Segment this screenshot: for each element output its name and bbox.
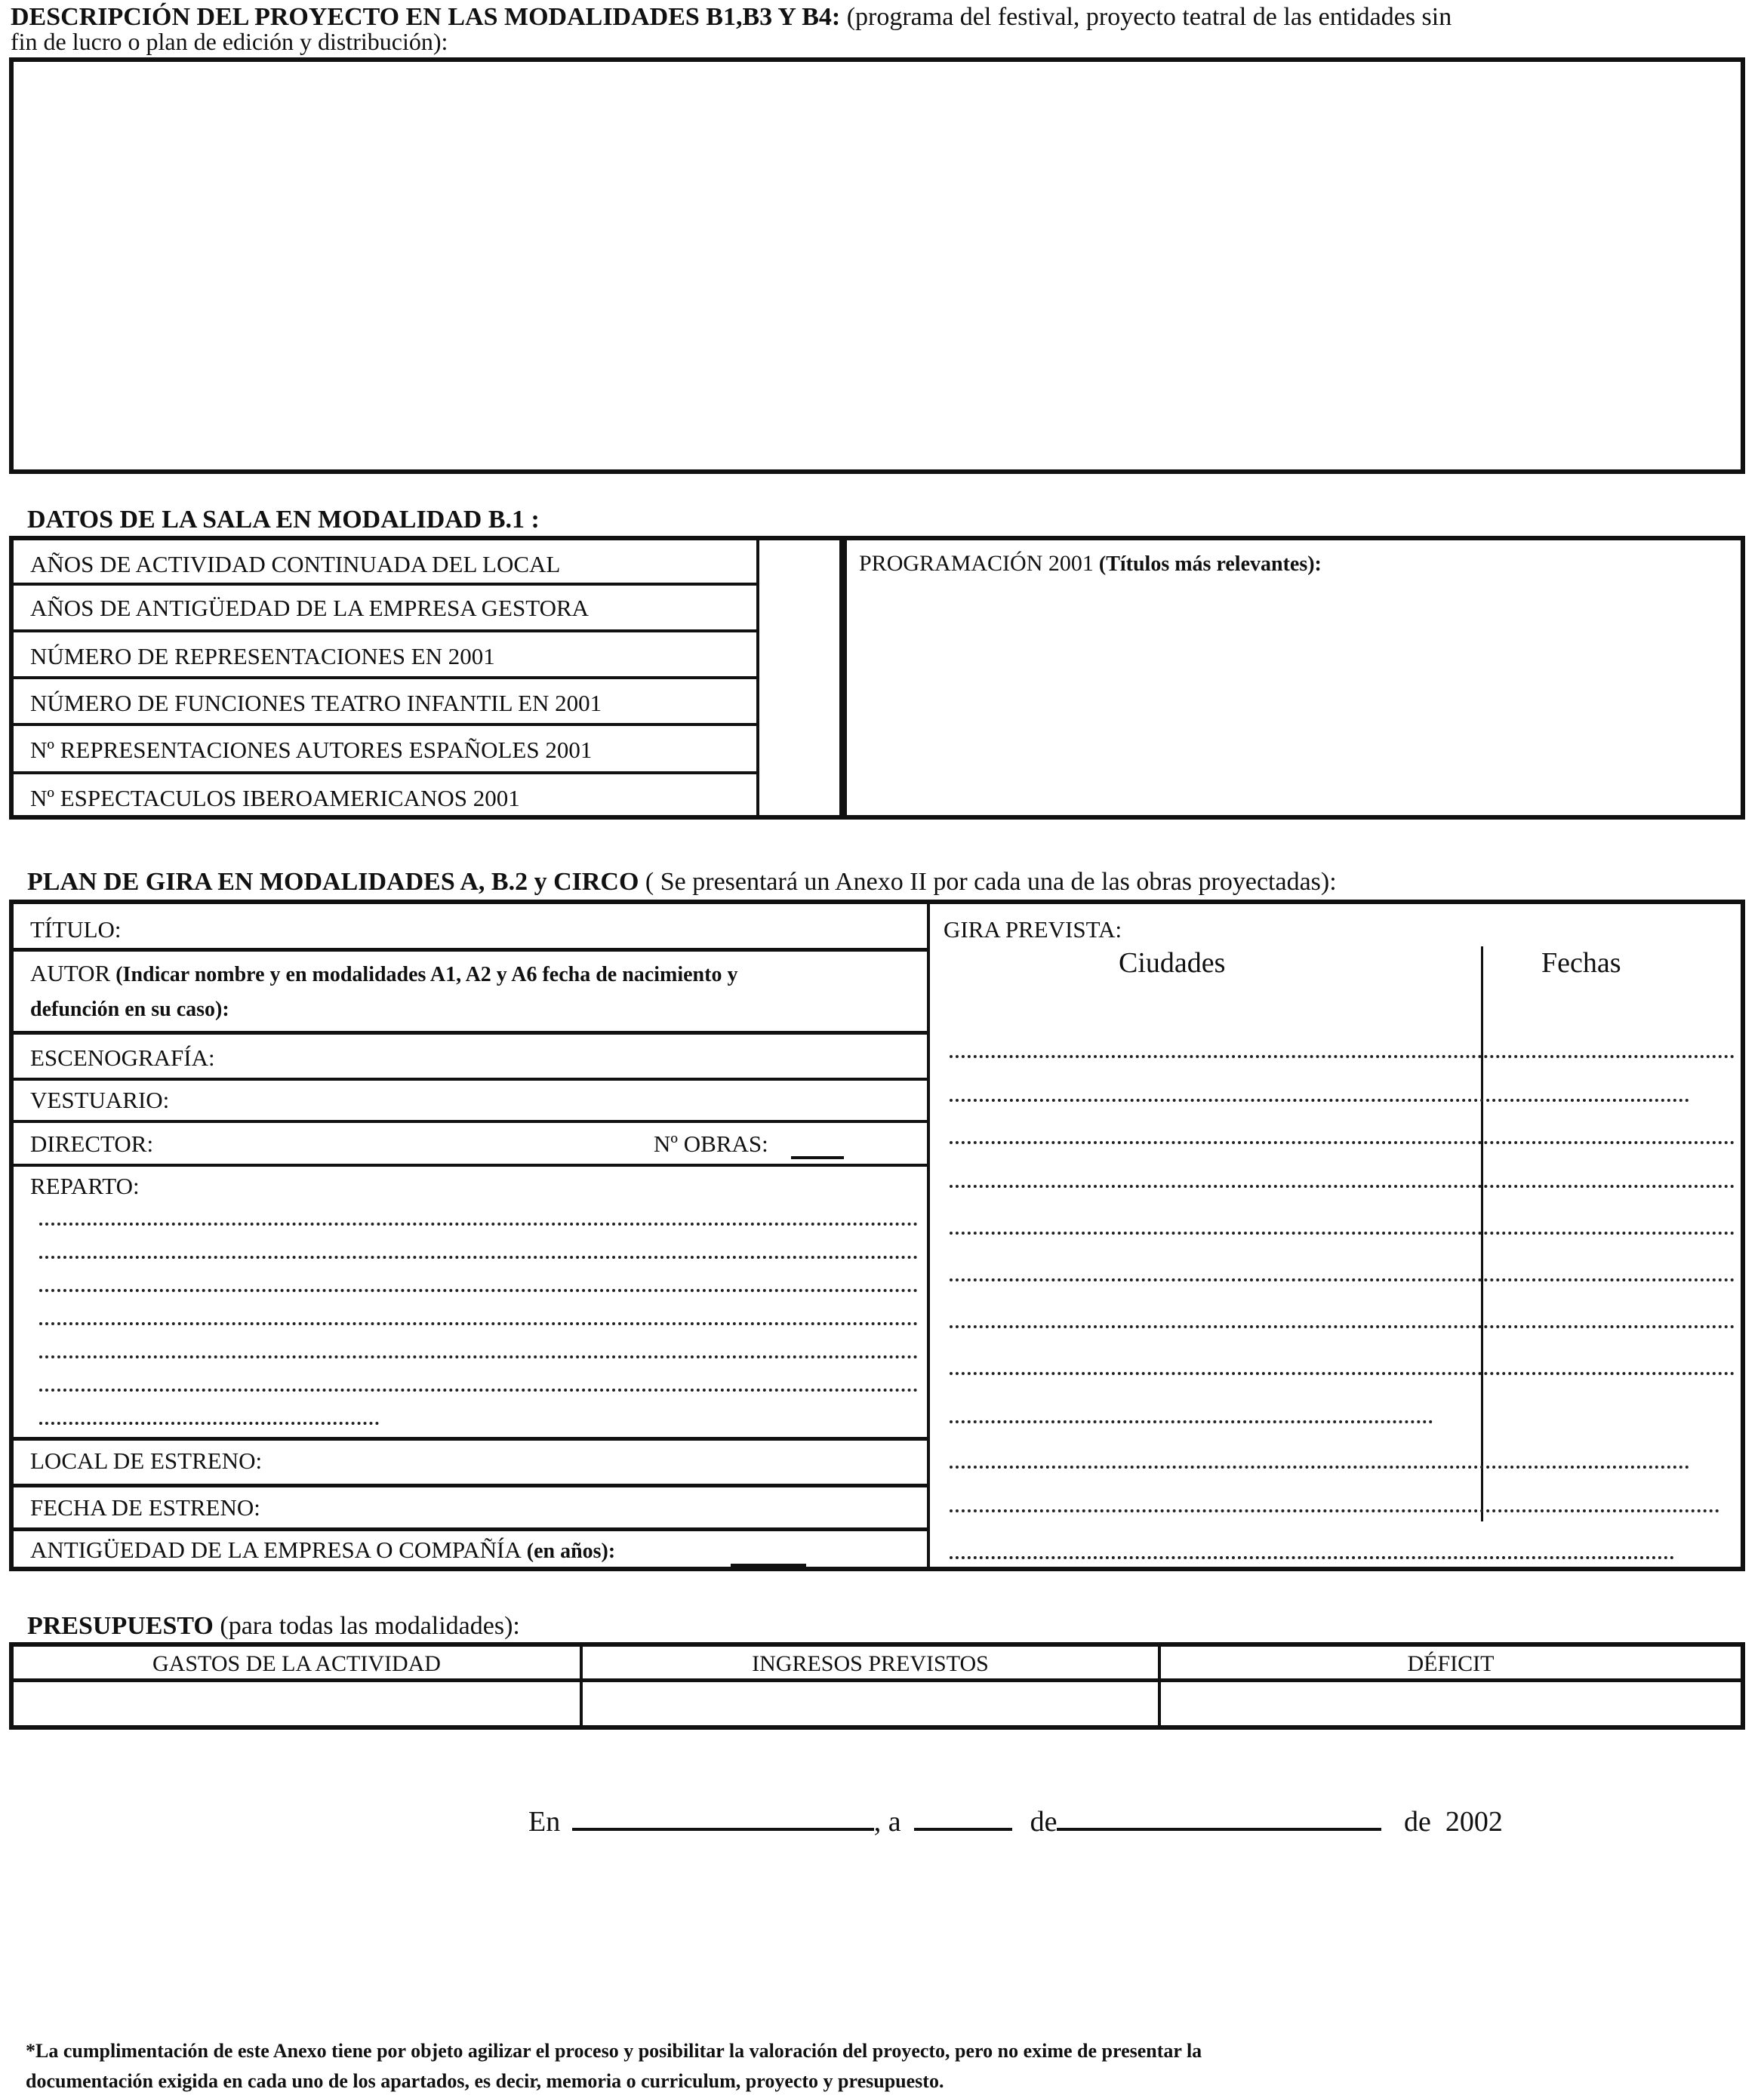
obras-field[interactable]	[791, 1134, 844, 1159]
antiguedad-note: (en años):	[521, 1540, 616, 1563]
gira-line	[950, 1556, 1674, 1559]
antiguedad-field[interactable]	[731, 1541, 806, 1567]
signature-comma-a: , a	[873, 1806, 901, 1838]
gira-line	[950, 1185, 1735, 1188]
presupuesto-title-note: (para todas las modalidades):	[213, 1612, 520, 1640]
reparto-line	[39, 1256, 918, 1259]
programacion-label-text: PROGRAMACIÓN 2001	[859, 551, 1094, 576]
presupuesto-table	[9, 1642, 1745, 1730]
titulo-label: TÍTULO:	[30, 916, 122, 943]
gira-line	[950, 1420, 1433, 1423]
signature-en: En	[528, 1806, 561, 1838]
fecha-estreno-field[interactable]	[293, 1490, 919, 1524]
gira-rows[interactable]	[939, 1055, 1739, 1561]
reparto-line	[39, 1355, 918, 1358]
fecha-estreno-label: FECHA DE ESTRENO:	[30, 1494, 260, 1521]
footnote-line-1: *La cumplimentación de este Anexo tiene por objeto agilizar el proceso y posibilitar la valoración del proyecto, pero no exime de presentar la	[26, 2040, 1202, 2062]
sala-divider	[839, 540, 847, 815]
place-field[interactable]	[572, 1805, 874, 1831]
sala-row-label: Nº REPRESENTACIONES AUTORES ESPAÑOLES 2001	[30, 737, 593, 763]
vestuario-label: VESTUARIO:	[30, 1087, 170, 1113]
gira-line	[950, 1372, 1735, 1375]
fechas-header: Fechas	[1541, 947, 1621, 979]
autor-field[interactable]	[316, 992, 919, 1025]
sala-row-label: AÑOS DE ACTIVIDAD CONTINUADA DEL LOCAL	[30, 551, 561, 577]
sala-row-value[interactable]	[759, 774, 839, 815]
gira-line	[950, 1509, 1719, 1512]
signature-de: de	[1030, 1806, 1057, 1838]
gira-line	[950, 1466, 1689, 1469]
sala-row-value[interactable]	[759, 726, 839, 771]
local-estreno-label: LOCAL DE ESTRENO:	[30, 1447, 263, 1474]
reparto-field[interactable]	[24, 1206, 922, 1432]
presupuesto-header-ingresos: INGRESOS PREVISTOS	[752, 1651, 989, 1676]
gira-line	[950, 1232, 1735, 1235]
gira-title-note: ( Se presentará un Anexo II por cada una de las obras proyectadas):	[639, 868, 1337, 896]
description-title-line2-text: fin de lucro o plan de edición y distribución):	[11, 28, 448, 55]
description-title-bold: DESCRIPCIÓN DEL PROYECTO EN LAS MODALIDADES B1,B3 Y B4:	[11, 3, 841, 31]
day-field[interactable]	[914, 1805, 1012, 1831]
sala-row-label: Nº ESPECTACULOS IBEROAMERICANOS 2001	[30, 785, 520, 811]
sala-row-value[interactable]	[759, 540, 839, 583]
reparto-line	[39, 1389, 918, 1392]
presupuesto-title-bold: PRESUPUESTO	[27, 1612, 214, 1640]
gira-line	[950, 1099, 1689, 1102]
autor-label	[30, 960, 737, 987]
titulo-field[interactable]	[134, 909, 919, 943]
reparto-line	[39, 1422, 379, 1425]
gastos-field[interactable]	[14, 1682, 580, 1725]
gira-prevista-label: GIRA PREVISTA:	[944, 916, 1122, 943]
gira-line	[950, 1278, 1735, 1281]
gira-line	[950, 1325, 1735, 1328]
gira-table	[9, 900, 1745, 1571]
sala-value-column[interactable]	[759, 540, 839, 815]
director-field[interactable]	[165, 1124, 648, 1159]
programacion-field[interactable]	[847, 540, 1741, 815]
gira-line	[950, 1141, 1735, 1144]
presupuesto-section-title	[27, 1612, 520, 1641]
description-field[interactable]	[9, 57, 1745, 474]
reparto-line	[39, 1289, 918, 1292]
presupuesto-header-deficit: DÉFICIT	[1407, 1651, 1495, 1676]
footnote	[26, 2036, 1202, 2096]
description-title-line2	[11, 30, 448, 53]
local-estreno-field[interactable]	[293, 1443, 919, 1479]
escenografia-field[interactable]	[232, 1037, 919, 1073]
autor-note-line2: defunción en su caso):	[30, 998, 229, 1021]
sala-row-label: AÑOS DE ANTIGÜEDAD DE LA EMPRESA GESTORA	[30, 595, 590, 621]
signature-line	[528, 1805, 1503, 1838]
vestuario-field[interactable]	[187, 1082, 919, 1118]
sala-row-value[interactable]	[759, 586, 839, 629]
footnote-line-2: documentación exigida en cada uno de los apartados, es decir, memoria o curriculum, proyecto y presupuesto.	[26, 2070, 944, 2092]
autor-label-text: AUTOR	[30, 960, 111, 986]
sala-rows	[14, 540, 756, 815]
deficit-field[interactable]	[1161, 1682, 1741, 1725]
sala-row-value[interactable]	[759, 632, 839, 676]
escenografia-label: ESCENOGRAFÍA:	[30, 1044, 215, 1071]
gira-section-title	[27, 868, 1337, 897]
programacion-note: (Títulos más relevantes):	[1093, 552, 1322, 576]
obras-label: Nº OBRAS:	[654, 1131, 768, 1157]
ingresos-field[interactable]	[583, 1682, 1158, 1725]
signature-year: de 2002	[1403, 1806, 1503, 1838]
gira-title-bold: PLAN DE GIRA EN MODALIDADES A, B.2 y CIRCO	[27, 868, 639, 896]
sala-section-title: DATOS DE LA SALA EN MODALIDAD B.1 :	[27, 506, 540, 534]
ciudades-header: Ciudades	[1119, 947, 1226, 979]
gira-line	[950, 1055, 1735, 1058]
director-label: DIRECTOR:	[30, 1131, 154, 1157]
autor-note: (Indicar nombre y en modalidades A1, A2 y A6 fecha de nacimiento y	[110, 963, 738, 986]
antiguedad-label-text: ANTIGÜEDAD DE LA EMPRESA O COMPAÑÍA	[30, 1537, 522, 1563]
sala-row-label: NÚMERO DE REPRESENTACIONES EN 2001	[30, 643, 495, 669]
description-section-title	[11, 5, 1452, 30]
sala-row-label: NÚMERO DE FUNCIONES TEATRO INFANTIL EN 2001	[30, 690, 602, 716]
antiguedad-label	[30, 1537, 615, 1564]
reparto-label: REPARTO:	[30, 1173, 140, 1199]
month-field[interactable]	[1057, 1805, 1381, 1831]
description-title-note: (programa del festival, proyecto teatral de las entidades sin	[840, 3, 1452, 31]
reparto-line	[39, 1223, 918, 1226]
sala-table	[9, 536, 1745, 820]
reparto-line	[39, 1322, 918, 1325]
presupuesto-header-gastos: GASTOS DE LA ACTIVIDAD	[152, 1651, 441, 1676]
programacion-label	[859, 551, 1322, 577]
sala-row-value[interactable]	[759, 679, 839, 723]
